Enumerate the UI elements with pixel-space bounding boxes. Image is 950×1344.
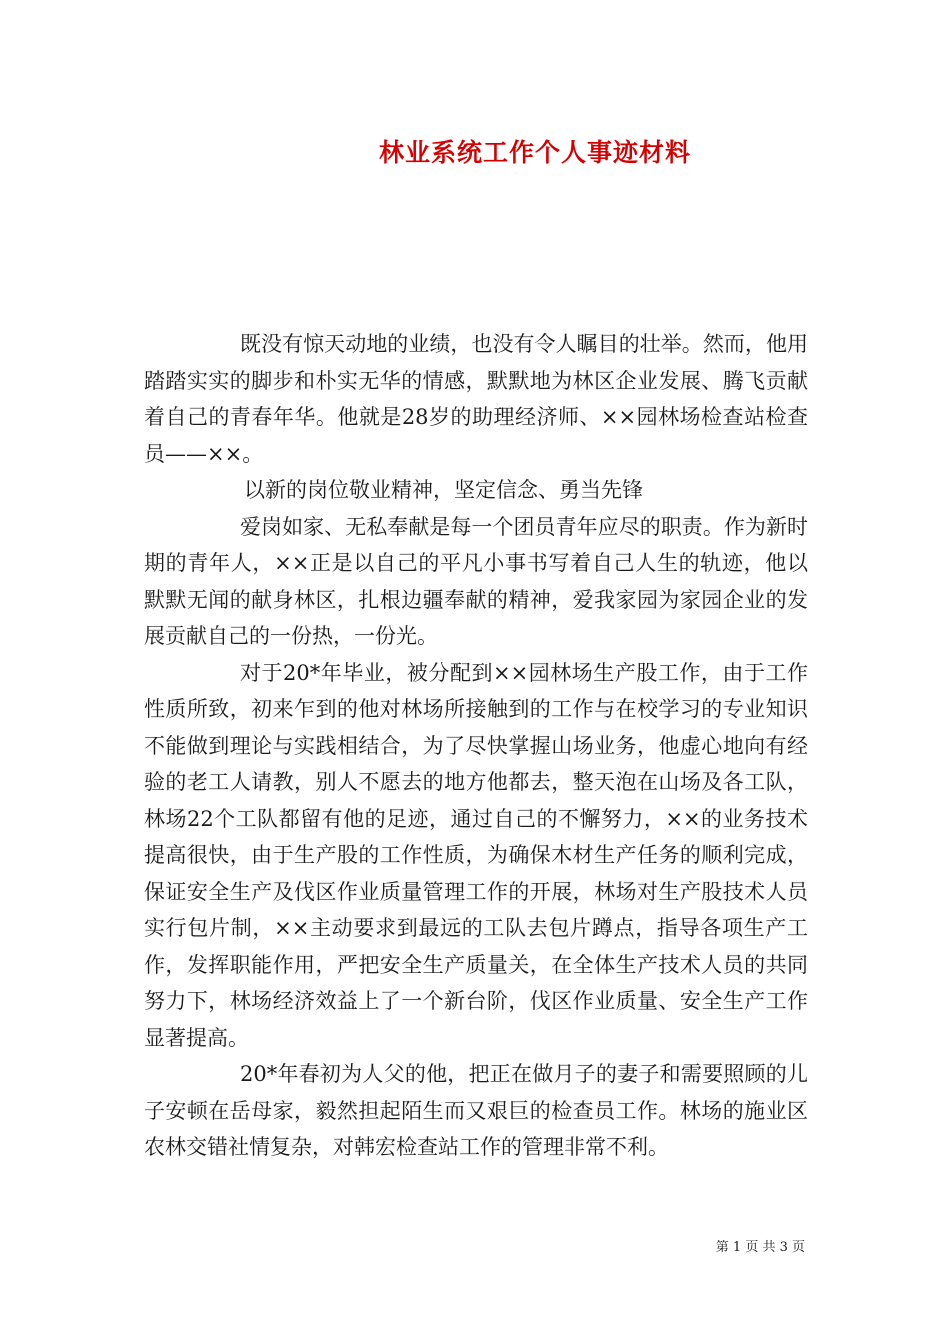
document-body: [144, 326, 808, 1166]
paragraph-intro: 既没有惊天动地的业绩，也没有令人瞩目的壮举。然而，他用踏踏实实的脚步和朴实无华的情感，默默地为林区企业发展、腾飞贡献着自己的青春年华。他就是28岁的助理经济师、××园林场检查站检查员——××。: [144, 332, 808, 466]
section-heading: 以新的岗位敬业精神，坚定信念、勇当先锋: [244, 478, 643, 502]
document-title: 林业系统工作个人事迹材料: [378, 138, 691, 167]
paragraph-work-history: 对于20*年毕业，被分配到××园林场生产股工作，由于工作性质所致，初来乍到的他对林场所接触到的工作与在校学习的专业知识不能做到理论与实践相结合，为了尽快掌握山场业务，他虚心地向有经验的老工人请教，别人不愿去的地方他都去，整天泡在山场及各工队，林场22个工队都留有他的足迹，通过自己的不懈努力，××的业务技术提高很快，由于生产股的工作性质，为确保木材生产任务的顺利完成，保证安全生产及伐区作业质量管理工作的开展，林场对生产股技术人员实行包片制，××主动要求到最远的工队去包片蹲点，指导各项生产工作，发挥职能作用，严把安全生产质量关，在全体生产技术人员的共同努力下，林场经济效益上了一个新台阶，伐区作业质量、安全生产工作显著提高。: [144, 660, 808, 1050]
paragraph-dedication: 爱岗如家、无私奉献是每一个团员青年应尽的职责。作为新时期的青年人，××正是以自己的平凡小事书写着自己人生的轨迹，他以默默无闻的献身林区，扎根边疆奉献的精神，爱我家园为家园企业的发展贡献自己的一份热，一份光。: [144, 514, 808, 648]
paragraph-inspector: 20*年春初为人父的他，把正在做月子的妻子和需要照顾的儿子安顿在岳母家，毅然担起陌生而又艰巨的检查员工作。林场的施业区农林交错社情复杂，对韩宏检查站工作的管理非常不利。: [144, 1062, 808, 1159]
page-footer: 第 1 页 共 3 页: [715, 1240, 805, 1255]
